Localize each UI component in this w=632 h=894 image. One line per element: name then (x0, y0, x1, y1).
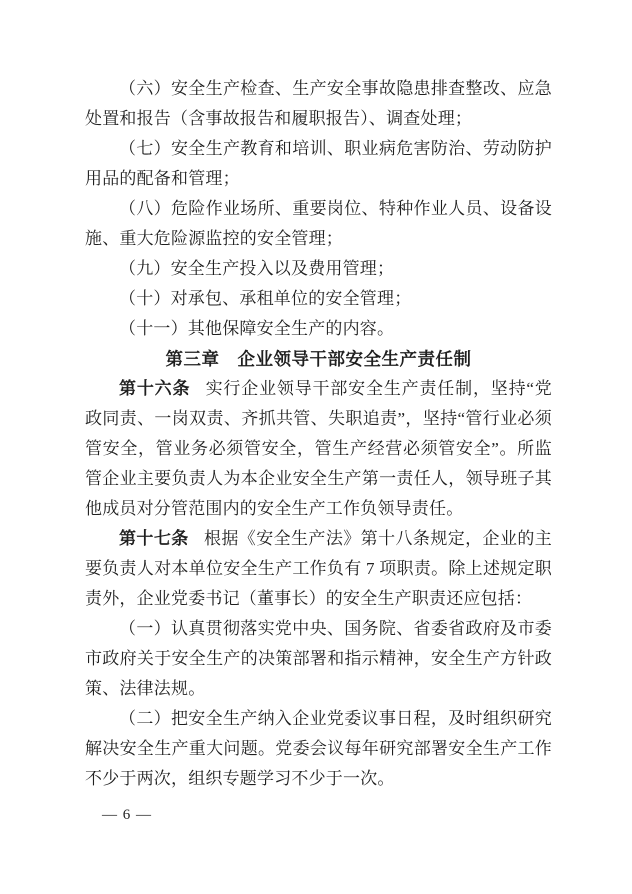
clause-paragraph-1: （一）认真贯彻落实党中央、国务院、省委省政府及市委市政府关于安全生产的决策部署和指示精神，安全生产方针政策、法律法规。 (85, 619, 552, 698)
document-body (85, 74, 552, 794)
article-16-text: 实行企业领导干部安全生产责任制，坚持“党政同责、一岗双责、齐抓共管、失职追责”，坚持“管行业必须管安全，管业务必须管安全，管生产经营必须管安全”。所监管企业主要负责人为本企业安全生产第一责任人，领导班子其他成员对分管范围内的安全生产工作负领导责任。 (85, 379, 552, 518)
article-16-paragraph (85, 374, 552, 524)
article-17-paragraph (85, 524, 552, 614)
clause-paragraph-7: （七）安全生产教育和培训、职业病危害防治、劳动防护用品的配备和管理； (85, 139, 552, 188)
clause-paragraph-8: （八）危险作业场所、重要岗位、特种作业人员、设备设施、重大危险源监控的安全管理； (85, 199, 552, 248)
chapter-heading: 第三章 企业领导干部安全生产责任制 (165, 349, 472, 369)
clause-paragraph-9: （九）安全生产投入以及费用管理； (119, 259, 395, 278)
clause-paragraph-2: （二）把安全生产纳入企业党委议事日程，及时组织研究解决安全生产重大问题。党委会议每年研究部署安全生产工作不少于两次，组织专题学习不少于一次。 (85, 709, 552, 788)
clause-paragraph-6: （六）安全生产检查、生产安全事故隐患排查整改、应急处置和报告（含事故报告和履职报告）、调查处理； (85, 79, 552, 128)
clause-paragraph-10: （十）对承包、承租单位的安全管理； (119, 289, 412, 308)
article-17-text: 根据《安全生产法》第十八条规定，企业的主要负责人对本单位安全生产工作负有 7 项职责。除上述规定职责外，企业党委书记（董事长）的安全生产职责还应包括： (85, 529, 552, 608)
page-number: — 6 — (102, 807, 152, 823)
article-17-number: 第十七条 (119, 529, 189, 548)
article-16-number: 第十六条 (119, 379, 191, 398)
clause-paragraph-11: （十一）其他保障安全生产的内容。 (119, 319, 395, 338)
